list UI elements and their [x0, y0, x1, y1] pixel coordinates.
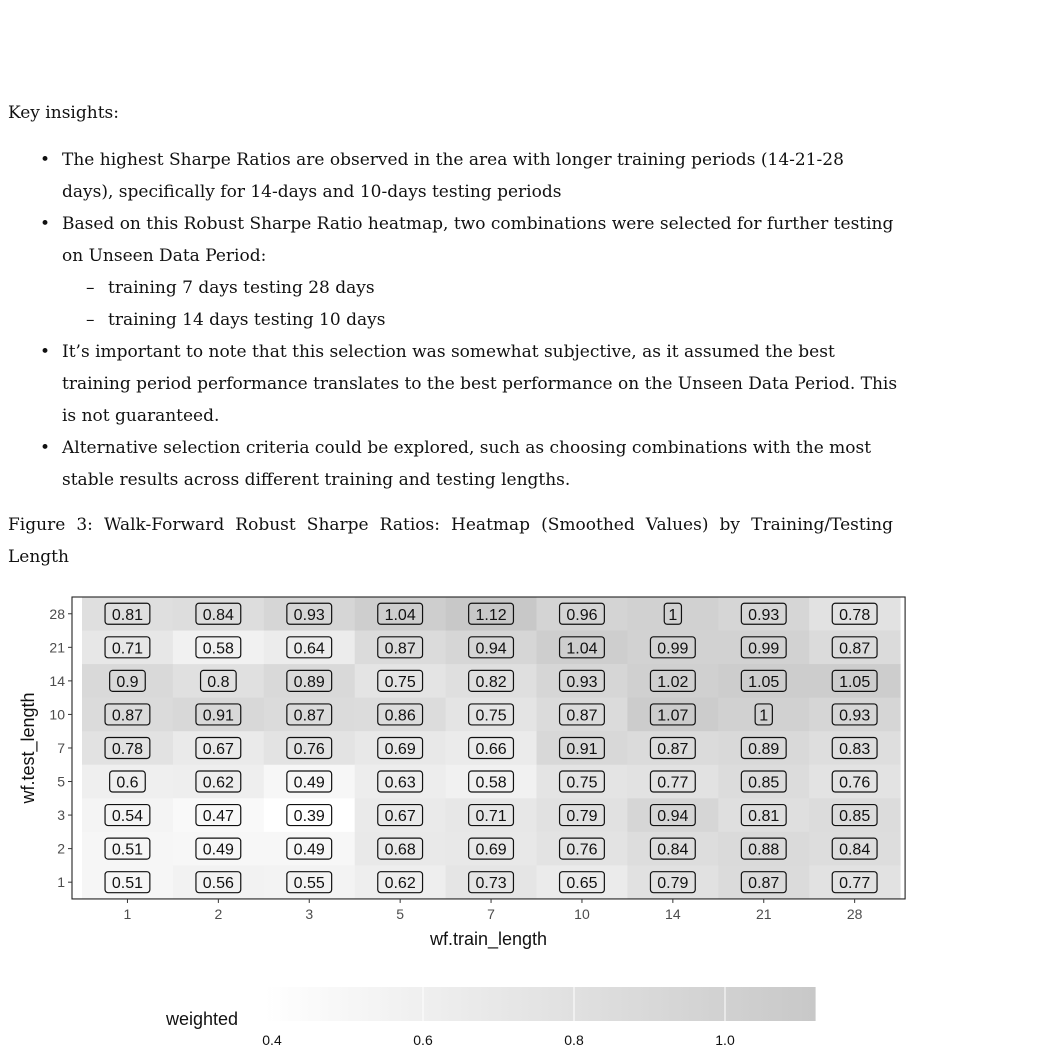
y-tick-label: 5 [57, 773, 65, 790]
insight-bullet-3 [40, 336, 900, 432]
value-label: 0.49 [202, 841, 234, 859]
value-label: 0.89 [293, 673, 325, 691]
value-label: 0.87 [657, 740, 689, 758]
value-label: 0.76 [293, 740, 325, 758]
value-label: 1.05 [748, 673, 780, 691]
value-label: 1.12 [475, 606, 507, 624]
value-label: 0.87 [839, 640, 871, 658]
sub-bullet-text-2: training 14 days testing 10 days [108, 310, 386, 330]
y-tick-label: 21 [49, 639, 65, 656]
y-axis-title: wf.test_length [18, 692, 38, 804]
value-label: 0.47 [202, 808, 234, 826]
figure-caption: Figure 3: Walk-Forward Robust Sharpe Ratios: Heatmap (Smoothed Values) by Training/Testing Length [8, 515, 893, 567]
insight-text-4: Alternative selection criteria could be explored, such as choosing combinations with the most stable results across different training and testing lengths. [62, 438, 872, 490]
heatmap-chart [0, 580, 1040, 1060]
value-label: 0.49 [293, 774, 325, 792]
value-label: 0.83 [839, 740, 871, 758]
value-label: 0.9 [116, 673, 139, 691]
value-label: 0.78 [839, 606, 871, 624]
value-label: 0.94 [657, 808, 689, 826]
value-label: 0.87 [293, 707, 325, 725]
value-label: 0.69 [384, 740, 416, 758]
x-tick-label: 7 [487, 905, 495, 922]
value-label: 0.87 [748, 875, 780, 893]
value-label: 0.79 [566, 808, 598, 826]
value-label: 0.99 [748, 640, 780, 658]
insight-bullet-4 [40, 432, 900, 496]
value-label: 0.55 [293, 875, 325, 893]
legend-tick-label: 0.6 [413, 1032, 433, 1048]
value-label: 0.49 [293, 841, 325, 859]
value-label: 0.84 [839, 841, 871, 859]
value-label: 0.94 [475, 640, 507, 658]
value-label: 1.04 [384, 606, 416, 624]
selected-combinations-list [62, 272, 900, 336]
value-label: 0.75 [384, 673, 416, 691]
value-label: 1.02 [657, 673, 689, 691]
y-tick-label: 28 [49, 605, 65, 622]
insight-text-1: The highest Sharpe Ratios are observed in the area with longer training periods (14-21-28 days), specifically for 14-days and 10-days testing periods [62, 150, 844, 202]
insights-list [40, 144, 900, 496]
value-label: 0.75 [475, 707, 507, 725]
value-label: 0.76 [566, 841, 598, 859]
value-label: 1.07 [657, 707, 689, 725]
value-label: 1 [759, 707, 769, 725]
value-label: 0.81 [111, 606, 144, 624]
value-label: 0.87 [566, 707, 598, 725]
x-tick-label: 3 [305, 905, 314, 922]
x-tick-label: 14 [665, 905, 681, 922]
legend-tick-label: 1.0 [715, 1032, 735, 1048]
value-label: 0.65 [566, 875, 598, 893]
value-label: 0.87 [384, 640, 416, 658]
sub-bullet-2 [62, 304, 900, 336]
sub-bullet-text-1: training 7 days testing 28 days [108, 278, 375, 298]
value-label: 0.66 [475, 740, 507, 758]
value-label: 0.73 [475, 875, 507, 893]
value-label: 0.91 [566, 740, 598, 758]
key-insights-heading: Key insights: [8, 103, 119, 123]
value-label: 0.87 [111, 707, 144, 725]
insight-text-3: It’s important to note that this selection was somewhat subjective, as it assumed the best training period performance translates to the best performance on the Unseen Data Period. This is not guaranteed. [62, 342, 898, 426]
value-label: 0.93 [839, 707, 871, 725]
insight-text-2: Based on this Robust Sharpe Ratio heatmap, two combinations were selected for further testing on Unseen Data Period: [62, 214, 894, 266]
value-label: 0.84 [202, 606, 234, 624]
value-label: 0.82 [475, 673, 507, 691]
value-label: 0.67 [384, 808, 416, 826]
value-label: 0.6 [116, 774, 139, 792]
y-tick-label: 3 [57, 807, 65, 824]
value-label: 0.67 [202, 740, 234, 758]
value-label: 0.79 [657, 875, 689, 893]
value-label: 0.8 [207, 673, 230, 691]
sub-bullet-1 [62, 272, 900, 304]
x-axis-title: wf.train_length [430, 928, 548, 949]
value-label: 0.54 [111, 808, 144, 826]
value-label: 0.62 [202, 774, 234, 792]
legend-tick-label: 0.8 [564, 1032, 584, 1048]
value-label: 0.85 [839, 808, 871, 826]
value-label: 1 [668, 606, 678, 624]
value-label: 0.56 [202, 875, 234, 893]
value-label: 0.63 [384, 774, 416, 792]
value-label: 0.68 [384, 841, 416, 859]
value-label: 0.99 [657, 640, 689, 658]
x-tick-label: 10 [574, 905, 590, 922]
value-label: 0.96 [566, 606, 598, 624]
y-tick-label: 2 [57, 840, 65, 857]
x-tick-label: 28 [846, 905, 863, 922]
value-label: 1.05 [839, 673, 871, 691]
value-label: 0.62 [384, 875, 416, 893]
x-tick-label: 2 [214, 905, 223, 922]
value-label: 0.84 [657, 841, 689, 859]
value-label: 0.77 [657, 774, 689, 792]
value-label: 0.71 [111, 640, 144, 658]
value-label: 0.91 [202, 707, 234, 725]
y-tick-label: 7 [57, 739, 65, 756]
insight-bullet-1 [40, 144, 900, 208]
x-tick-label: 1 [123, 905, 132, 922]
value-label: 0.88 [748, 841, 780, 859]
value-label: 0.93 [293, 606, 325, 624]
value-label: 0.58 [202, 640, 234, 658]
x-tick-label: 5 [396, 905, 405, 922]
value-label: 0.64 [293, 640, 325, 658]
y-tick-label: 10 [49, 706, 65, 723]
x-tick-label: 21 [755, 905, 772, 922]
value-label: 0.75 [566, 774, 598, 792]
value-label: 0.78 [111, 740, 144, 758]
value-label: 1.04 [566, 640, 598, 658]
value-label: 0.39 [293, 808, 325, 826]
value-label: 0.77 [839, 875, 871, 893]
legend-colorbar [264, 987, 815, 1021]
y-tick-label: 1 [57, 874, 65, 891]
value-label: 0.51 [111, 875, 144, 893]
value-label: 0.89 [748, 740, 780, 758]
value-label: 0.51 [111, 841, 144, 859]
value-label: 0.93 [566, 673, 598, 691]
value-label: 0.76 [839, 774, 871, 792]
y-tick-label: 14 [49, 672, 65, 689]
value-label: 0.58 [475, 774, 507, 792]
value-label: 0.81 [748, 808, 780, 826]
value-label: 0.93 [748, 606, 780, 624]
legend-tick-label: 0.4 [262, 1032, 282, 1048]
value-label: 0.86 [384, 707, 416, 725]
value-label: 0.69 [475, 841, 507, 859]
value-label: 0.71 [475, 808, 507, 826]
legend-title: weighted [166, 1009, 239, 1029]
value-label: 0.85 [748, 774, 780, 792]
insight-bullet-2 [40, 208, 900, 336]
